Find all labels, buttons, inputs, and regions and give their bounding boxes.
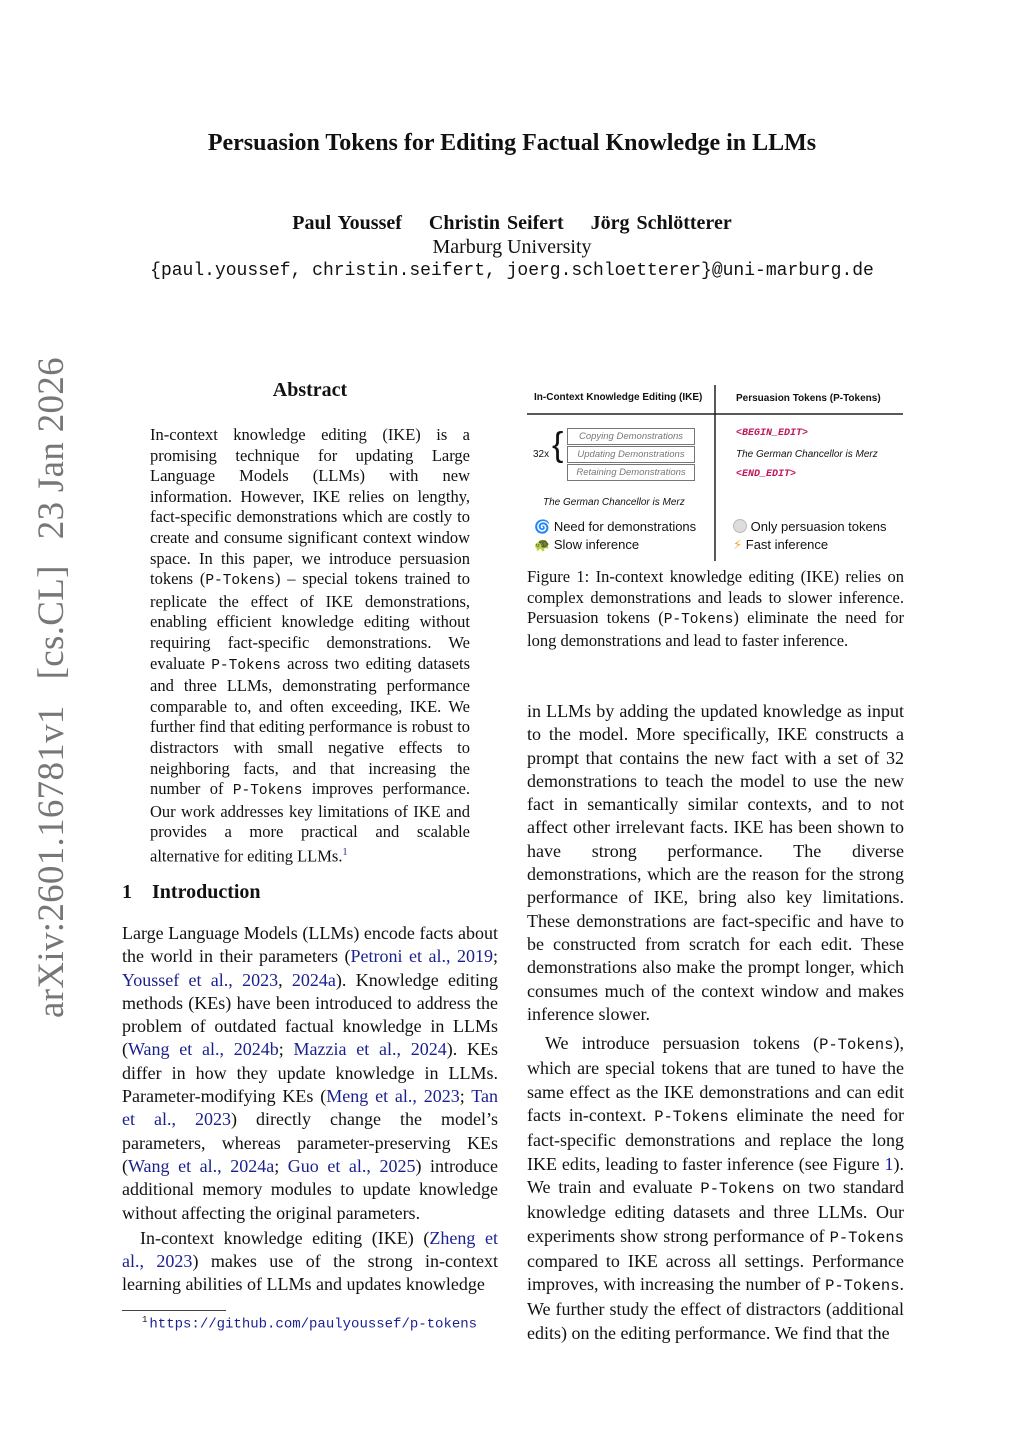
point-text: Fast inference <box>745 537 829 552</box>
section-heading <box>122 881 261 904</box>
abstract-text: In-context knowledge editing (IKE) is a promising technique for updating Large Language Models (LLMs) with new information. However, IKE relies on lengthy, fact-specific demonstrations which are costly to create and consume significant context window space. In this paper, we introduce persuasion tokens ( <box>150 425 470 589</box>
text: . We further study the effect of distractors (additional edits) on the editing performance. We find that the <box>527 1274 904 1343</box>
text: , <box>278 969 292 990</box>
citation-link[interactable]: 2024a <box>291 969 336 990</box>
paper-title: Persuasion Tokens for Editing Factual Knowledge in LLMs <box>207 130 817 156</box>
paragraph <box>122 922 498 1225</box>
citation-link[interactable]: Tan et al., 2023 <box>122 1086 498 1130</box>
inline-code: P-Tokens <box>700 1179 775 1198</box>
intro-right-column <box>527 700 904 1345</box>
repo-link[interactable]: https://github.com/paulyoussef/p-tokens <box>149 1316 478 1333</box>
ptokens-point-2 <box>733 537 828 553</box>
citation-link[interactable]: Guo et al., 2025 <box>287 1155 416 1176</box>
text: on two standard knowledge editing datasets and three LLMs. Our experiments show strong performance of <box>527 1176 904 1246</box>
footnote-number: 1 <box>142 1315 148 1325</box>
text: Large Language Models (LLMs) encode facts about the world in their parameters ( <box>122 923 498 967</box>
ptokens-fact: The German Chancellor is Merz <box>736 449 878 460</box>
figure-caption <box>527 567 904 651</box>
author-list <box>0 212 1024 235</box>
citation-link[interactable]: Petroni et al., 2019 <box>350 946 493 967</box>
begin-edit-token: <BEGIN_EDIT> <box>736 428 809 439</box>
abstract-code: P-Tokens <box>211 657 281 674</box>
point-text: Only persuasion tokens <box>750 519 887 534</box>
citation-link[interactable]: Mazzia et al., 2024 <box>293 1039 447 1060</box>
citation-link[interactable]: Meng et al., 2023 <box>326 1086 460 1107</box>
intro-left-column <box>122 922 498 1297</box>
ike-header: In-Context Knowledge Editing (IKE) <box>534 392 703 403</box>
ike-point-2 <box>534 537 639 553</box>
abstract-heading: Abstract <box>272 379 348 401</box>
author-emails: {paul.youssef, christin.seifert, joerg.schloetterer}@uni-marburg.de <box>150 261 874 281</box>
text: ) directly change the model’s parameters, whereas parameter-preserving KEs ( <box>122 1109 498 1176</box>
multiplier-label: 32x <box>533 449 550 460</box>
citation-link[interactable]: Wang et al., 2024a <box>128 1155 275 1176</box>
abstract-code: P-Tokens <box>205 573 275 590</box>
inline-code: P-Tokens <box>654 1108 729 1127</box>
end-edit-token: <END_EDIT> <box>736 469 797 480</box>
text: ; <box>459 1086 472 1107</box>
text: ) eliminate the need for long demonstrations and lead to faster inference. <box>527 608 904 650</box>
abstract-body <box>150 425 470 867</box>
arxiv-category: [cs.CL] <box>31 565 72 680</box>
paragraph <box>527 1032 904 1345</box>
text: ). We train and evaluate <box>527 1153 904 1197</box>
circle-icon <box>733 519 747 533</box>
turtle-icon: 🐢 <box>534 537 551 552</box>
text: We introduce persuasion tokens ( <box>545 1033 820 1054</box>
citation-link[interactable]: Zheng et al., 2023 <box>122 1227 498 1272</box>
ptokens-header: Persuasion Tokens (P-Tokens) <box>736 393 881 404</box>
inline-code: P-Tokens <box>829 1228 904 1247</box>
section-title: Introduction <box>152 881 261 903</box>
spiral-icon: 🌀 <box>534 519 551 534</box>
author-name: Paul Youssef <box>292 212 402 234</box>
arxiv-id: arXiv:2601.16781v1 <box>31 705 72 1018</box>
text: eliminate the need for fact-specific demonstrations and replace the long IKE edits, leading to faster inference (see Figure <box>527 1105 904 1174</box>
arxiv-sidebar-stamp <box>30 357 73 1018</box>
point-text: Need for demonstrations <box>553 519 697 534</box>
abstract-code: P-Tokens <box>232 783 303 800</box>
ike-point-1 <box>534 519 696 535</box>
point-text: Slow inference <box>553 537 640 552</box>
lightning-icon: ⚡ <box>733 537 743 552</box>
text: ; <box>278 1039 294 1060</box>
abstract-text: ) – special tokens trained to replicate the effect of IKE demonstrations, enabling efficient knowledge editing without requiring fact-specific demonstrations. We evaluate <box>150 569 470 673</box>
author-name: Christin Seifert <box>428 212 564 234</box>
paragraph: in LLMs by adding the updated knowledge as input to the model. More specifically, IKE constructs a prompt that contains the new fact with a set of 32 demonstrations to teach the model to use the new fact in semantically similar contexts, and to not affect other irrelevant facts. IKE has been shown to have strong performance. The diverse demonstrations, which are the reason for the strong performance of IKE, bring also key limitations. These demonstrations are fact-specific and have to be constructed from scratch for each edit. These demonstrations also make the prompt longer, which consumes much of the context window and makes inference slower. <box>527 701 904 1024</box>
text: In-context knowledge editing (IKE) ( <box>140 1227 430 1248</box>
demo-box-copying: Copying Demonstrations <box>567 428 695 445</box>
figure-1 <box>527 385 905 563</box>
author-name: Jörg Schlötterer <box>590 212 732 234</box>
inline-code: P-Tokens <box>825 1277 900 1296</box>
text: compared to IKE across all settings. Performance improves, with increasing the number of <box>527 1250 904 1295</box>
footnote-rule <box>122 1310 226 1311</box>
text: ). KEs differ in how they update knowledge in LLMs. Parameter-modifying KEs ( <box>122 1039 498 1107</box>
citation-link[interactable]: Youssef et al., 2023 <box>122 969 279 990</box>
ptokens-point-1 <box>733 519 886 534</box>
abstract-text: across two editing datasets and three LLMs, demonstrating performance comparable to, and often exceeding, IKE. We further find that editing performance is robust to distractors with small negative effects to neighboring facts, and that increasing the number of <box>150 653 470 799</box>
text: ; <box>274 1155 288 1176</box>
brace-icon: { <box>552 426 564 464</box>
arxiv-date: 23 Jan 2026 <box>31 357 72 540</box>
text: ) introduce additional memory modules to update knowledge without affecting the original parameters. <box>122 1155 499 1223</box>
text: ), which are special tokens that are tuned to have the same effect as the IKE demonstrations and can edit facts in-context. <box>527 1033 904 1126</box>
caption-code: P-Tokens <box>663 612 734 629</box>
abstract-text: improves performance. Our work addresses key limitations of IKE and provides a more practical and scalable alternative for editing LLMs. <box>150 779 470 866</box>
inline-code: P-Tokens <box>819 1036 894 1055</box>
footnote <box>142 1315 477 1333</box>
demo-box-updating: Updating Demonstrations <box>567 446 695 463</box>
text: ). Knowledge editing methods (KEs) have been introduced to address the problem of outdated factual knowledge in LLMs ( <box>122 969 499 1060</box>
text: Figure 1: In-context knowledge editing (IKE) relies on complex demonstrations and leads to slower inference. Persuasion tokens ( <box>527 567 904 628</box>
ike-fact: The German Chancellor is Merz <box>543 497 685 508</box>
citation-link[interactable]: Wang et al., 2024b <box>128 1039 279 1060</box>
affiliation: Marburg University <box>432 236 592 258</box>
text: ; <box>492 946 498 967</box>
footnote-marker[interactable]: 1 <box>342 846 348 858</box>
section-number: 1 <box>122 881 132 903</box>
figure-ref-link[interactable]: 1 <box>884 1153 894 1174</box>
paragraph <box>122 1227 498 1297</box>
demo-box-retaining: Retaining Demonstrations <box>567 464 695 481</box>
text: ) makes use of the strong in-context learning abilities of LLMs and updates knowledge <box>122 1251 498 1295</box>
